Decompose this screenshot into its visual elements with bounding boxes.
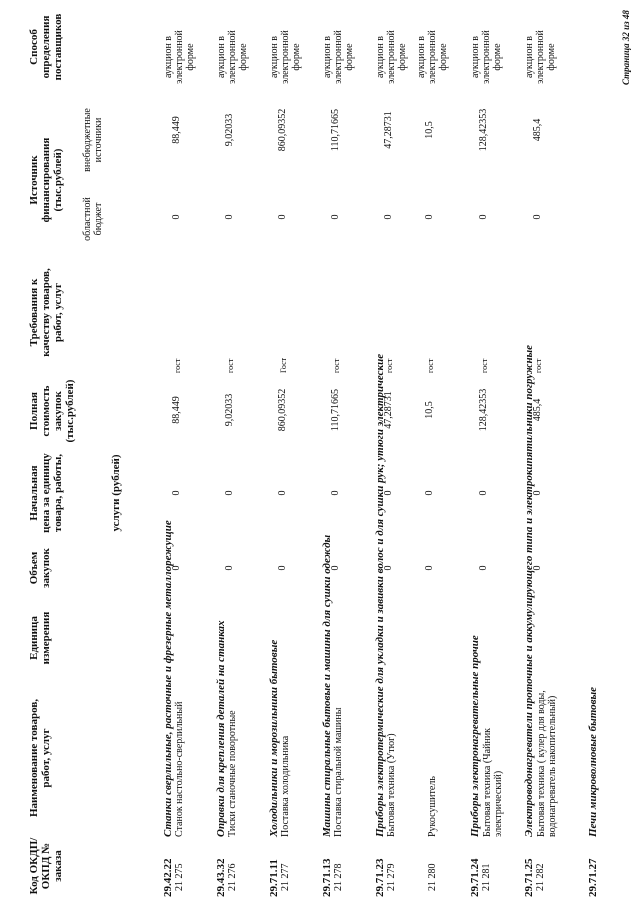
item-requirement: гост — [385, 358, 394, 373]
group-code: 29.71.11 — [268, 859, 280, 897]
item-method: аукцион в электронной форме — [216, 30, 249, 84]
order-number: 21 282 — [535, 863, 546, 891]
header-source-regional: областной бюджет — [82, 197, 104, 241]
group-code: 29.71.27 — [587, 858, 599, 897]
item-source-regional: 0 — [383, 214, 394, 220]
item-cost: 860,09352 — [277, 388, 288, 432]
item-source-regional: 0 — [330, 214, 341, 220]
item-price: 0 — [424, 490, 435, 496]
group-code: 29.42.22 — [162, 858, 174, 897]
header-unit: Единица измерения — [28, 611, 53, 665]
item-method: аукцион в электронной форме — [470, 30, 503, 84]
item-requirement: гост — [426, 358, 435, 373]
group-title: Электроводонагреватели проточные и аккумулирующего типа и электрокипятильники погружные — [523, 344, 535, 837]
item-method: аукцион в электронной форме — [322, 30, 355, 84]
item-name: Поставка холодильника — [280, 735, 291, 837]
item-volume: 0 — [330, 565, 341, 571]
order-number: 21 281 — [481, 863, 492, 891]
item-source-external: 47,28731 — [383, 111, 394, 149]
header-source: Источник финансирования (тыс.рублей) — [28, 137, 65, 223]
group-title: Печи микроволновые бытовые — [587, 686, 599, 837]
group-title: Оправки для крепления деталей на станках — [215, 620, 227, 837]
item-source-regional: 0 — [171, 214, 182, 220]
group-code: 29.71.23 — [374, 858, 386, 897]
item-price: 0 — [330, 490, 341, 496]
header-requirements: Требования к качеству товаров, работ, услуг — [28, 268, 65, 357]
item-volume: 0 — [478, 565, 489, 571]
group-title: Машины стиральные бытовые и машины для сушки одежды — [321, 534, 333, 837]
group-code: 29.71.13 — [321, 858, 333, 897]
item-cost: 485,4 — [532, 398, 543, 422]
item-name: Рукосушитель — [427, 776, 438, 837]
item-source-regional: 0 — [277, 214, 288, 220]
item-name: Бытовая техника (Утюг) — [386, 733, 397, 837]
item-source-external: 860,09352 — [277, 108, 288, 152]
item-requirement: гост — [332, 358, 341, 373]
header-code: Код ОКДП/ ОКПД № заказа — [28, 837, 65, 895]
item-price: 0 — [478, 490, 489, 496]
item-name: Станок настольно-сверлильный — [174, 701, 185, 837]
item-method: аукцион в электронной форме — [163, 30, 196, 84]
order-number: 21 279 — [386, 863, 397, 891]
order-number: 21 276 — [227, 863, 238, 891]
order-number: 21 277 — [280, 863, 291, 891]
item-source-regional: 0 — [478, 214, 489, 220]
item-requirement: гост — [226, 358, 235, 373]
group-title: Станки сверлильные, расточные и фрезерные металлорежущие — [162, 520, 174, 837]
header-method: Способ определения поставщиков — [28, 13, 65, 81]
item-method: аукцион в электронной форме — [375, 30, 408, 84]
item-method: аукцион в электронной форме — [269, 30, 302, 84]
group-code: 29.71.24 — [469, 858, 481, 897]
item-volume: 0 — [383, 565, 394, 571]
item-cost: 47,28731 — [383, 391, 394, 429]
item-price: 0 — [171, 490, 182, 496]
group-title: Холодильники и морозильники бытовые — [268, 639, 280, 837]
item-source-external: 110,71665 — [330, 108, 341, 152]
item-volume: 0 — [224, 565, 235, 571]
item-requirement: гост — [173, 358, 182, 373]
item-method: аукцион в электронной форме — [416, 30, 449, 84]
order-number: 21 280 — [427, 863, 438, 891]
page-number: Страница 32 из 48 — [621, 10, 631, 85]
item-requirement: гост — [534, 358, 543, 373]
item-price: 0 — [383, 490, 394, 496]
order-number: 21 275 — [174, 863, 185, 891]
item-source-regional: 0 — [424, 214, 435, 220]
header-price: Начальная цена за единицу товара, работы, — [28, 453, 65, 533]
item-requirement: гост — [480, 358, 489, 373]
item-volume: 0 — [171, 565, 182, 571]
item-source-external: 485,4 — [532, 118, 543, 142]
group-code: 29.71.25 — [523, 858, 535, 897]
item-price: 0 — [532, 490, 543, 496]
item-source-regional: 0 — [532, 214, 543, 220]
item-price: 0 — [277, 490, 288, 496]
item-method: аукцион в электронной форме — [524, 30, 557, 84]
item-source-external: 9,02033 — [224, 113, 235, 147]
item-source-external: 88,449 — [171, 116, 182, 144]
item-cost: 128,42353 — [478, 388, 489, 432]
item-name: Тиски станочные поворотные — [227, 710, 238, 837]
header-cost: Полная стоимость закупок (тыс.рублей) — [28, 379, 77, 443]
item-cost: 110,71665 — [330, 388, 341, 432]
order-number: 21 278 — [333, 863, 344, 891]
item-name: Бытовая техника (Чайник электрический) — [482, 727, 504, 837]
item-requirement: Гост — [279, 357, 288, 373]
item-volume: 0 — [532, 565, 543, 571]
group-title: Приборы электронагревательные прочие — [469, 635, 481, 837]
item-cost: 10,5 — [424, 401, 435, 419]
header-price-tail: услуги (рублей) — [110, 454, 122, 532]
group-code: 29.43.32 — [215, 858, 227, 897]
item-name: Поставка стиральной машины — [333, 707, 344, 837]
header-volume: Объем закупок — [28, 548, 53, 588]
item-name: Бытовая техника ( кулер для воды, водонагреватель накопительный) — [536, 690, 558, 837]
header-name: Наименование товаров, работ, услуг — [28, 698, 53, 818]
item-cost: 88,449 — [171, 396, 182, 424]
item-price: 0 — [224, 490, 235, 496]
item-cost: 9,02033 — [224, 393, 235, 427]
item-source-external: 128,42353 — [478, 108, 489, 152]
item-volume: 0 — [424, 565, 435, 571]
item-source-regional: 0 — [224, 214, 235, 220]
item-volume: 0 — [277, 565, 288, 571]
header-source-external: внебюджетные источники — [82, 108, 104, 172]
group-title: Приборы электротермические для укладки и завивки волос и для сушки рук; утюги электрические — [374, 353, 386, 837]
item-source-external: 10,5 — [424, 121, 435, 139]
